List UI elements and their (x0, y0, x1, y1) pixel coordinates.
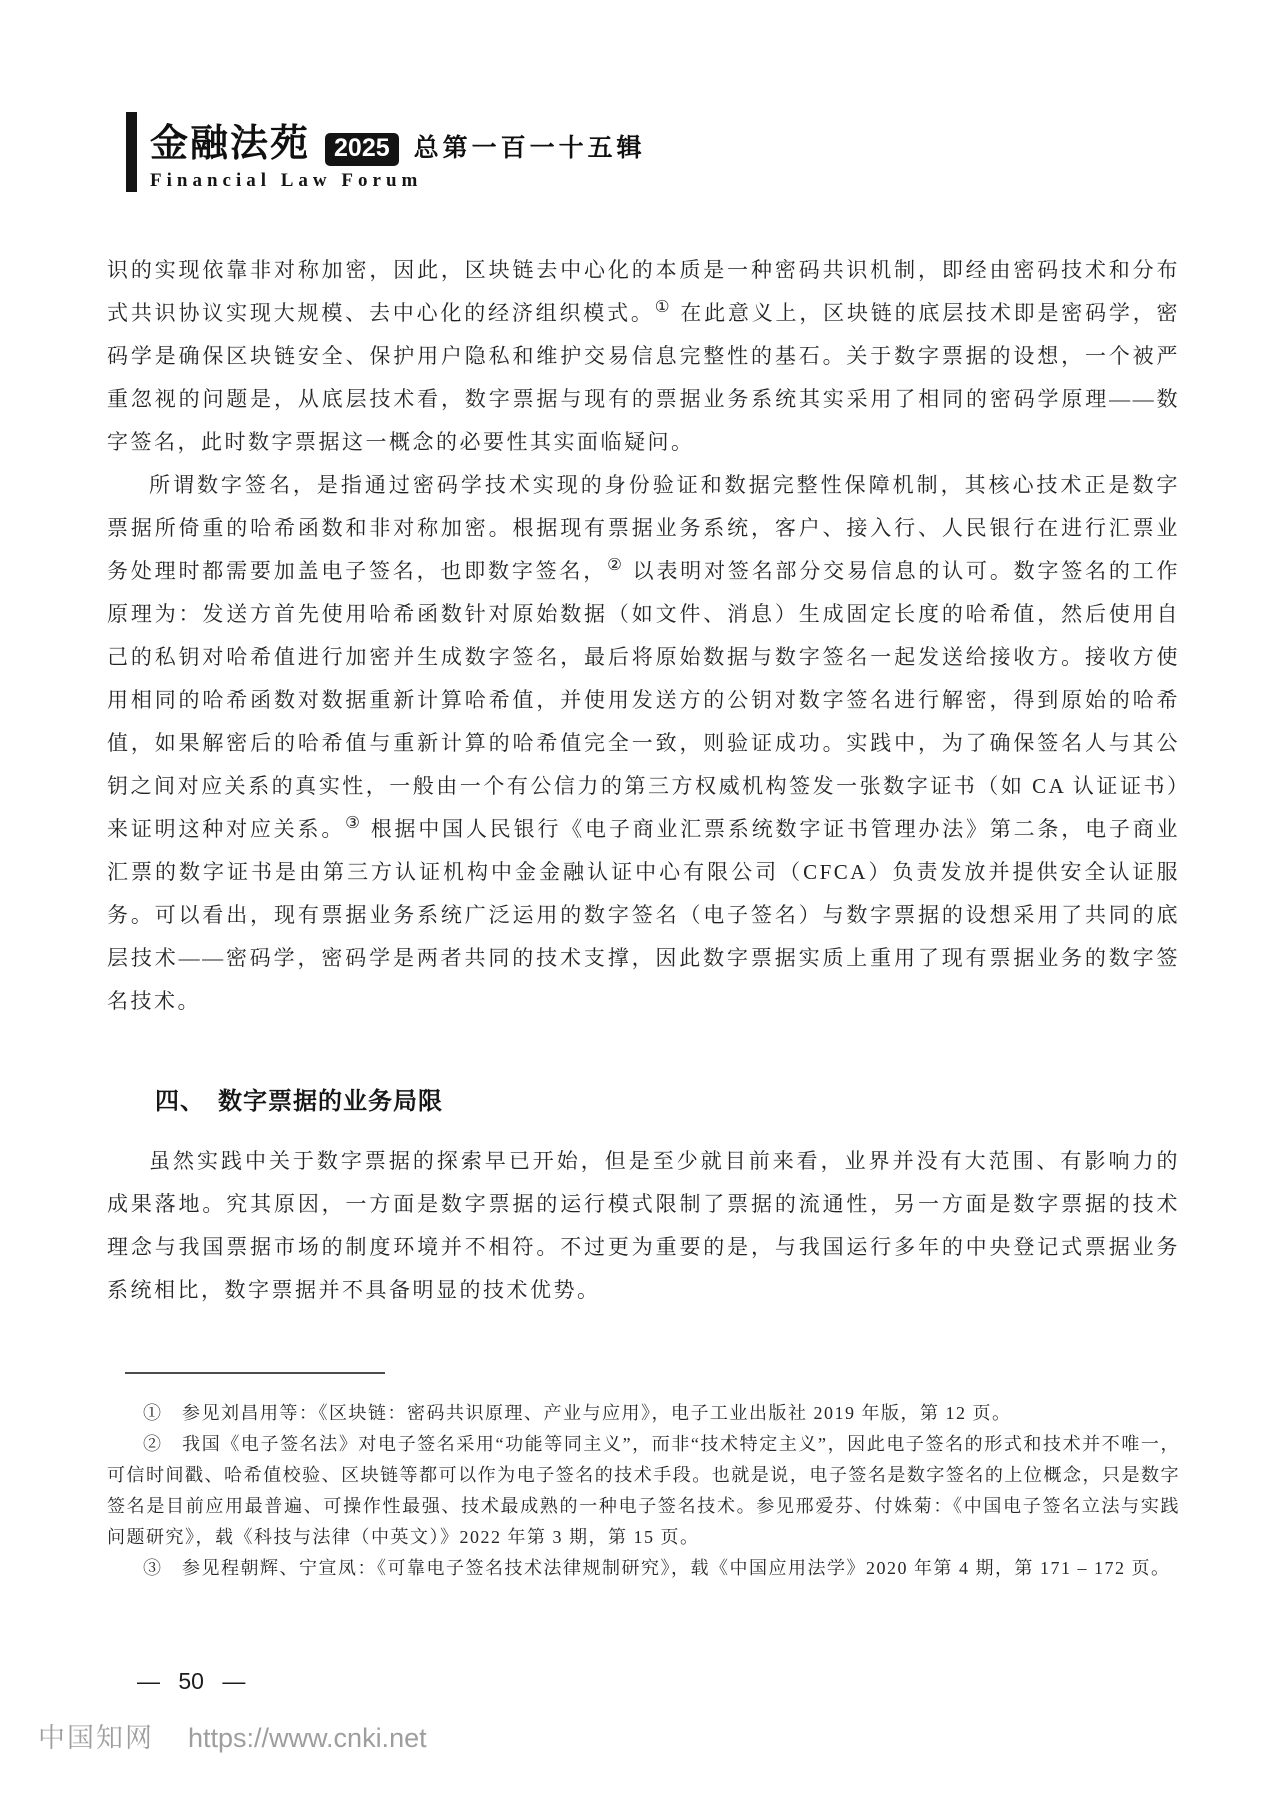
section-heading: 四、 数字票据的业务局限 (155, 1088, 443, 1115)
journal-title: 金融法苑 (150, 123, 311, 165)
footnote (107, 1429, 1180, 1553)
paragraph-text: 根据中国人民银行《电子商业汇票系统数字证书管理办法》第二条，电子商业汇票的数字证书是由第三方认证机构中金金融认证中心有限公司（CFCA）负责发放并提供安全认证服务。可以看出，现有票据业务系统广泛运用的数字签名（电子签名）与数字票据的设想采用了共同的底层技术——密码学，密码学是两者共同的技术支撑，因此数字票据实质上重用了现有票据业务的数字签名技术。 (107, 817, 1181, 1013)
issue-label: 总第一百一十五辑 (413, 135, 646, 162)
watermark-url: https://www.cnki.net (188, 1723, 427, 1753)
year-badge: 2025 (325, 133, 399, 166)
watermark (38, 1716, 427, 1755)
footnote (107, 1553, 1180, 1584)
footnote-text: 参见程朝辉、宁宣凤：《可靠电子签名技术法律规制研究》，载《中国应用法学》2020 年第 4 期，第 171 – 172 页。 (182, 1558, 1171, 1578)
paragraph-group-after-heading (107, 1140, 1180, 1312)
footnote-separator (125, 1372, 385, 1374)
footnote-text: 我国《电子签名法》对电子签名采用“功能等同主义”，而非“技术特定主义”，因此电子签名的形式和技术并不唯一，可信时间戳、哈希值校验、区块链等都可以作为电子签名的技术手段。也就是说，电子签名是数字签名的上位概念，只是数字签名是目前应用最普遍、可操作性最强、技术最成熟的一种电子签名技术。参见邢爱芬、付姝菊：《中国电子签名立法与实践问题研究》，载《科技与法律（中英文）》2022 年第 3 期，第 15 页。 (107, 1434, 1181, 1547)
footnote-marker: ② (143, 1434, 183, 1454)
paragraph-text: 所谓数字签名，是指通过密码学技术实现的身份验证和数据完整性保障机制，其核心技术正是数字票据所倚重的哈希函数和非对称加密。根据现有票据业务系统，客户、接入行、人民银行在进行汇票业务处理时都需要加盖电子签名，也即数字签名， (107, 473, 1180, 583)
footnote-ref: ③ (345, 813, 363, 832)
header-accent-bar (126, 112, 137, 192)
footnote-ref: ① (654, 297, 673, 316)
article-body (107, 249, 1180, 1312)
footnote-text: 参见刘昌用等：《区块链：密码共识原理、产业与应用》，电子工业出版社 2019 年版，第 12 页。 (182, 1403, 1012, 1423)
footnote-ref: ② (607, 555, 625, 574)
paragraph (107, 249, 1180, 464)
paragraph (107, 1140, 1180, 1312)
footnote-marker: ① (143, 1403, 182, 1423)
watermark-site-name: 中国知网 (38, 1723, 154, 1753)
paragraph-group-before-heading (107, 249, 1180, 1023)
paragraph (107, 464, 1180, 1023)
journal-header (126, 112, 646, 192)
paragraph-text: 识的实现依靠非对称加密，因此，区块链去中心化的本质是一种密码共识机制，即经由密码技术和分布式共识协议实现大规模、去中心化的经济组织模式。 (107, 258, 1180, 325)
footnote-list (107, 1398, 1180, 1584)
footnote (107, 1398, 1180, 1429)
journal-title-row (150, 112, 646, 167)
footnote-marker: ③ (143, 1558, 182, 1578)
paragraph-text: 虽然实践中关于数字票据的探索早已开始，但是至少就目前来看，业界并没有大范围、有影响力的成果落地。究其原因，一方面是数字票据的运行模式限制了票据的流通性，另一方面是数字票据的技术理念与我国票据市场的制度环境并不相符。不过更为重要的是，与我国运行多年的中央登记式票据业务系统相比，数字票据并不具备明显的技术优势。 (107, 1149, 1180, 1302)
paragraph-text: 在此意义上，区块链的底层技术即是密码学，密码学是确保区块链安全、保护用户隐私和维护交易信息完整性的基石。关于数字票据的设想，一个被严重忽视的问题是，从底层技术看，数字票据与现有的票据业务系统其实采用了相同的密码学原理——数字签名，此时数字票据这一概念的必要性其实面临疑问。 (107, 301, 1181, 454)
footnote-section (107, 1364, 1180, 1584)
page-number: — 50 — (137, 1668, 246, 1694)
journal-header-text (150, 112, 646, 192)
journal-subtitle: Financial Law Forum (150, 170, 423, 191)
paragraph-text: 以表明对签名部分交易信息的认可。数字签名的工作原理为：发送方首先使用哈希函数针对原始数据（如文件、消息）生成固定长度的哈希值，然后使用自己的私钥对哈希值进行加密并生成数字签名，最后将原始数据与数字签名一起发送给接收方。接收方使用相同的哈希函数对数据重新计算哈希值，并使用发送方的公钥对数字签名进行解密，得到原始的哈希值，如果解密后的哈希值与重新计算的哈希值完全一致，则验证成功。实践中，为了确保签名人与其公钥之间对应关系的真实性，一般由一个有公信力的第三方权威机构签发一张数字证书（如 CA 认证证书）来证明这种对应关系。 (107, 559, 1181, 841)
